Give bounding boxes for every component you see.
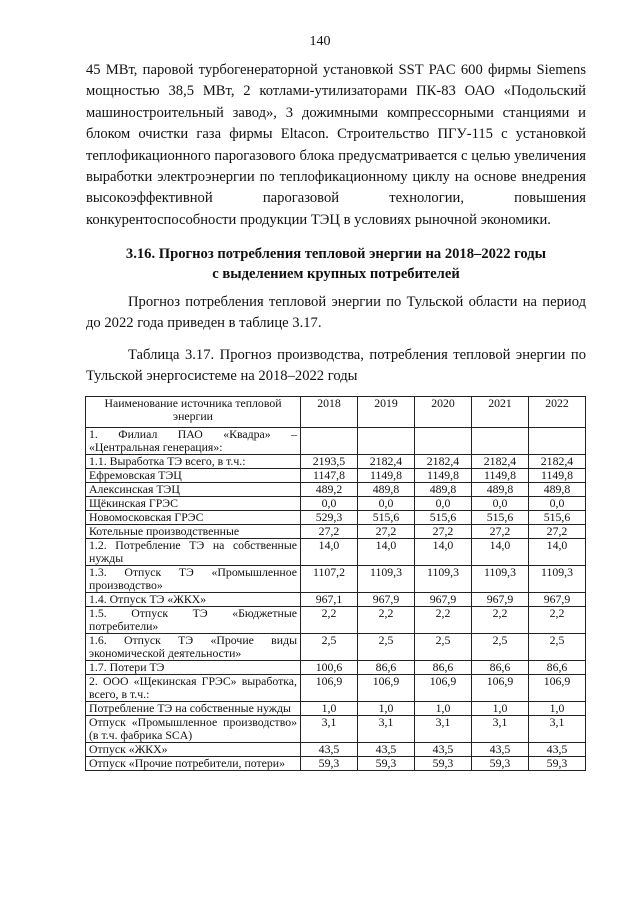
row-value-2018: 529,3 (301, 511, 358, 525)
row-source-name: 1.7. Потери ТЭ (86, 661, 301, 675)
row-value-2020: 1,0 (415, 702, 472, 716)
table-row (86, 428, 586, 455)
header-year-2020: 2020 (415, 397, 472, 428)
row-value-2020: 27,2 (415, 525, 472, 539)
row-value-2019: 27,2 (358, 525, 415, 539)
page-number: 140 (309, 34, 331, 49)
section-heading (86, 244, 586, 284)
row-value-2019: 1149,8 (358, 469, 415, 483)
row-value-2022: 489,8 (529, 483, 586, 497)
row-source-name: 1.5. Отпуск ТЭ «Бюджетные потребители» (86, 607, 301, 634)
row-value-2018: 3,1 (301, 716, 358, 743)
row-value-2022: 2,5 (529, 634, 586, 661)
row-source-name: Алексинская ТЭЦ (86, 483, 301, 497)
table-row (86, 566, 586, 593)
row-value-2020: 14,0 (415, 539, 472, 566)
row-source-name: Потребление ТЭ на собственные нужды (86, 702, 301, 716)
row-value-2022 (529, 428, 586, 455)
section-heading-line-2: с выделением крупных потребителей (212, 266, 460, 282)
row-source-name: 1.1. Выработка ТЭ всего, в т.ч.: (86, 455, 301, 469)
row-value-2019: 1109,3 (358, 566, 415, 593)
row-value-2021: 2,2 (472, 607, 529, 634)
table-body (86, 428, 586, 771)
row-value-2018: 27,2 (301, 525, 358, 539)
table-row (86, 455, 586, 469)
row-value-2018: 2,2 (301, 607, 358, 634)
row-value-2022: 0,0 (529, 497, 586, 511)
table-caption: Таблица 3.17. Прогноз производства, потребления тепловой энергии по Тульской энергосистеме на 2018–2022 годы (86, 347, 586, 384)
table-row (86, 525, 586, 539)
row-value-2021: 1109,3 (472, 566, 529, 593)
row-value-2018: 106,9 (301, 675, 358, 702)
row-value-2020: 2182,4 (415, 455, 472, 469)
row-source-name: Ефремовская ТЭЦ (86, 469, 301, 483)
row-source-name: Отпуск «Промышленное производство» (в т.ч. фабрика SCA) (86, 716, 301, 743)
row-value-2020: 1109,3 (415, 566, 472, 593)
row-value-2020: 2,5 (415, 634, 472, 661)
row-value-2021: 1,0 (472, 702, 529, 716)
row-value-2018: 1107,2 (301, 566, 358, 593)
row-value-2021: 59,3 (472, 757, 529, 771)
row-value-2020: 0,0 (415, 497, 472, 511)
row-value-2020: 106,9 (415, 675, 472, 702)
header-year-2019: 2019 (358, 397, 415, 428)
row-value-2021: 489,8 (472, 483, 529, 497)
row-value-2018 (301, 428, 358, 455)
row-source-name: 2. ООО «Щекинская ГРЭС» выработка, всего, в т.ч.: (86, 675, 301, 702)
row-value-2019 (358, 428, 415, 455)
row-value-2019: 86,6 (358, 661, 415, 675)
row-value-2021: 27,2 (472, 525, 529, 539)
row-source-name: Новомосковская ГРЭС (86, 511, 301, 525)
table-row (86, 593, 586, 607)
table-row (86, 716, 586, 743)
row-value-2022: 515,6 (529, 511, 586, 525)
row-value-2018: 1,0 (301, 702, 358, 716)
row-value-2020: 2,2 (415, 607, 472, 634)
row-value-2021: 515,6 (472, 511, 529, 525)
row-value-2019: 967,9 (358, 593, 415, 607)
row-value-2020: 515,6 (415, 511, 472, 525)
row-value-2022: 3,1 (529, 716, 586, 743)
row-value-2018: 967,1 (301, 593, 358, 607)
row-value-2019: 1,0 (358, 702, 415, 716)
table-row (86, 702, 586, 716)
table-row (86, 757, 586, 771)
row-value-2022: 2,2 (529, 607, 586, 634)
row-value-2022: 1149,8 (529, 469, 586, 483)
row-value-2018: 100,6 (301, 661, 358, 675)
row-value-2022: 14,0 (529, 539, 586, 566)
row-value-2019: 2,5 (358, 634, 415, 661)
row-value-2022: 967,9 (529, 593, 586, 607)
row-value-2019: 489,8 (358, 483, 415, 497)
table-row (86, 634, 586, 661)
table-row (86, 539, 586, 566)
row-value-2022: 27,2 (529, 525, 586, 539)
row-value-2022: 2182,4 (529, 455, 586, 469)
row-source-name: Отпуск «ЖКХ» (86, 743, 301, 757)
row-value-2022: 1,0 (529, 702, 586, 716)
row-value-2020: 43,5 (415, 743, 472, 757)
row-value-2020: 1149,8 (415, 469, 472, 483)
row-source-name: 1.6. Отпуск ТЭ «Прочие виды экономической деятельности» (86, 634, 301, 661)
forecast-table (85, 396, 586, 771)
table-row (86, 607, 586, 634)
table-row (86, 483, 586, 497)
row-value-2018: 59,3 (301, 757, 358, 771)
row-value-2019: 59,3 (358, 757, 415, 771)
table-row (86, 497, 586, 511)
row-source-name: Котельные производственные (86, 525, 301, 539)
row-value-2021: 14,0 (472, 539, 529, 566)
row-source-name: 1.3. Отпуск ТЭ «Промышленное производство» (86, 566, 301, 593)
row-value-2021: 86,6 (472, 661, 529, 675)
row-value-2021: 3,1 (472, 716, 529, 743)
row-value-2019: 106,9 (358, 675, 415, 702)
row-value-2022: 59,3 (529, 757, 586, 771)
table-row (86, 675, 586, 702)
row-value-2021: 2,5 (472, 634, 529, 661)
row-value-2019: 2,2 (358, 607, 415, 634)
row-value-2020: 59,3 (415, 757, 472, 771)
row-source-name: Щёкинская ГРЭС (86, 497, 301, 511)
row-value-2018: 1147,8 (301, 469, 358, 483)
section-heading-line-1: 3.16. Прогноз потребления тепловой энергии на 2018–2022 годы (125, 246, 547, 262)
row-source-name: 1. Филиал ПАО «Квадра» – «Центральная генерация»: (86, 428, 301, 455)
row-value-2022: 1109,3 (529, 566, 586, 593)
section-paragraph: Прогноз потребления тепловой энергии по Тульской области на период до 2022 года приведен в таблице 3.17. (86, 294, 586, 331)
row-value-2019: 43,5 (358, 743, 415, 757)
header-year-2018: 2018 (301, 397, 358, 428)
row-value-2018: 2193,5 (301, 455, 358, 469)
row-source-name: Отпуск «Прочие потребители, потери» (86, 757, 301, 771)
row-source-name: 1.2. Потребление ТЭ на собственные нужды (86, 539, 301, 566)
table-row (86, 511, 586, 525)
row-value-2021: 0,0 (472, 497, 529, 511)
row-value-2020: 489,8 (415, 483, 472, 497)
intro-paragraph: 45 МВт, паровой турбогенераторной установкой SST PAC 600 фирмы Siemens мощностью 38,5 МВт, 2 котлами-утилизаторами ПК-83 ОАО «Подольский машиностроительный завод», 3 дожимными компрессорными станциями и блоком очистки газа фирмы Eltacon. Строительство ПГУ-115 с установкой теплофикационного парогазового блока предусматривается с целью увеличения выработки электроэнергии по теплофикационному циклу на основе внедрения высокоэффективной парогазовой технологии, повышения конкурентоспособности продукции ТЭЦ в условиях рыночной экономики. (86, 62, 586, 228)
table-row (86, 661, 586, 675)
table-header-row (86, 397, 586, 428)
row-value-2020: 967,9 (415, 593, 472, 607)
row-value-2019: 14,0 (358, 539, 415, 566)
table-row (86, 469, 586, 483)
row-value-2018: 2,5 (301, 634, 358, 661)
header-source-name: Наименование источника тепловой энергии (86, 397, 301, 428)
row-value-2021: 967,9 (472, 593, 529, 607)
row-value-2021: 1149,8 (472, 469, 529, 483)
row-value-2021: 106,9 (472, 675, 529, 702)
row-value-2019: 0,0 (358, 497, 415, 511)
header-year-2022: 2022 (529, 397, 586, 428)
row-value-2021: 43,5 (472, 743, 529, 757)
row-value-2022: 86,6 (529, 661, 586, 675)
row-value-2022: 106,9 (529, 675, 586, 702)
row-value-2018: 489,2 (301, 483, 358, 497)
table-row (86, 743, 586, 757)
row-value-2021 (472, 428, 529, 455)
row-value-2021: 2182,4 (472, 455, 529, 469)
row-value-2018: 14,0 (301, 539, 358, 566)
row-value-2019: 3,1 (358, 716, 415, 743)
row-value-2020: 3,1 (415, 716, 472, 743)
header-year-2021: 2021 (472, 397, 529, 428)
row-value-2019: 515,6 (358, 511, 415, 525)
row-value-2018: 0,0 (301, 497, 358, 511)
row-source-name: 1.4. Отпуск ТЭ «ЖКХ» (86, 593, 301, 607)
row-value-2019: 2182,4 (358, 455, 415, 469)
row-value-2020: 86,6 (415, 661, 472, 675)
row-value-2018: 43,5 (301, 743, 358, 757)
row-value-2022: 43,5 (529, 743, 586, 757)
row-value-2020 (415, 428, 472, 455)
